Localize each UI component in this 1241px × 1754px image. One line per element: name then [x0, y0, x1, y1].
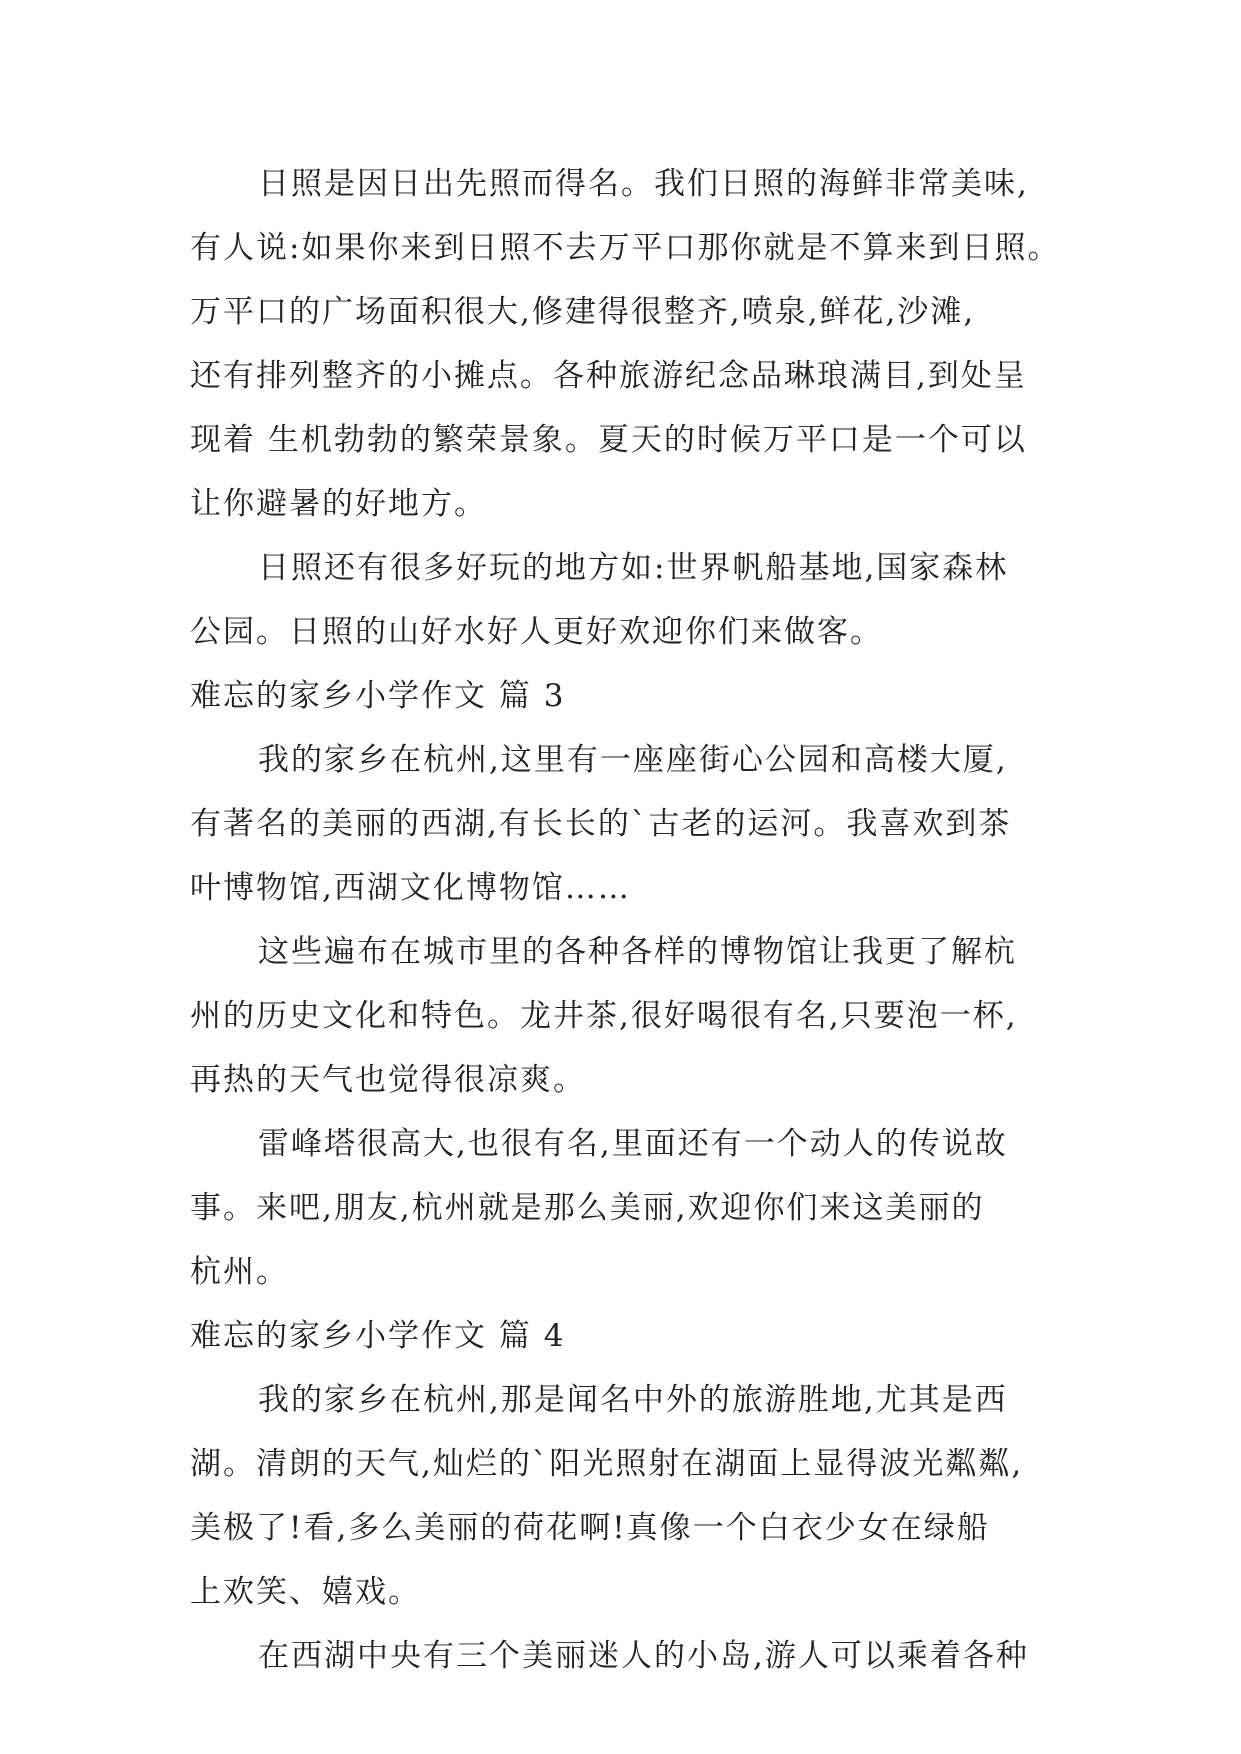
paragraph-line: 雷峰塔很高大,也很有名,里面还有一个动人的传说故 — [258, 1126, 1008, 1162]
paragraph-line: 叶博物馆,西湖文化博物馆…… — [190, 870, 631, 906]
paragraph-line: 我的家乡在杭州,这里有一座座街心公园和高楼大厦, — [258, 742, 1008, 778]
paragraph-line: 再热的天气也觉得很凉爽。 — [190, 1062, 586, 1098]
paragraph-line: 日照是因日出先照而得名。我们日照的海鲜非常美味, — [258, 166, 1029, 202]
paragraph-line: 事。来吧,朋友,杭州就是那么美丽,欢迎你们来这美丽的 — [190, 1190, 985, 1226]
paragraph-line: 美极了!看,多么美丽的荷花啊!真像一个白衣少女在绿船 — [190, 1510, 990, 1546]
section-heading: 难忘的家乡小学作文 篇 4 — [190, 1318, 566, 1354]
paragraph-line: 有人说:如果你来到日照不去万平口那你就是不算来到日照。 — [190, 230, 1061, 266]
paragraph-line: 上欢笑、嬉戏。 — [190, 1574, 421, 1610]
section-heading: 难忘的家乡小学作文 篇 3 — [190, 678, 566, 714]
paragraph-line: 湖。清朗的天气,灿烂的`阳光照射在湖面上显得波光粼粼, — [190, 1446, 1024, 1482]
paragraph-line: 万平口的广场面积很大,修建得很整齐,喷泉,鲜花,沙滩, — [190, 294, 976, 330]
paragraph-line: 有著名的美丽的西湖,有长长的`古老的运河。我喜欢到茶 — [190, 806, 1012, 842]
paragraph-line: 州的历史文化和特色。龙井茶,很好喝很有名,只要泡一杯, — [190, 998, 1018, 1034]
paragraph-line: 现着 生机勃勃的繁荣景象。夏天的时候万平口是一个可以 — [190, 422, 1027, 458]
paragraph-line: 还有排列整齐的小摊点。各种旅游纪念品琳琅满目,到处呈 — [190, 358, 1027, 394]
paragraph-line: 杭州。 — [190, 1254, 289, 1290]
paragraph-line: 公园。日照的山好水好人更好欢迎你们来做客。 — [190, 614, 883, 650]
paragraph-line: 让你避暑的好地方。 — [190, 486, 487, 522]
paragraph-line: 我的家乡在杭州,那是闻名中外的旅游胜地,尤其是西 — [258, 1382, 1008, 1418]
paragraph-line: 日照还有很多好玩的地方如:世界帆船基地,国家森林 — [258, 550, 1009, 586]
paragraph-line: 在西湖中央有三个美丽迷人的小岛,游人可以乘着各种 — [258, 1638, 1029, 1674]
paragraph-line: 这些遍布在城市里的各种各样的博物馆让我更了解杭 — [258, 934, 1017, 970]
